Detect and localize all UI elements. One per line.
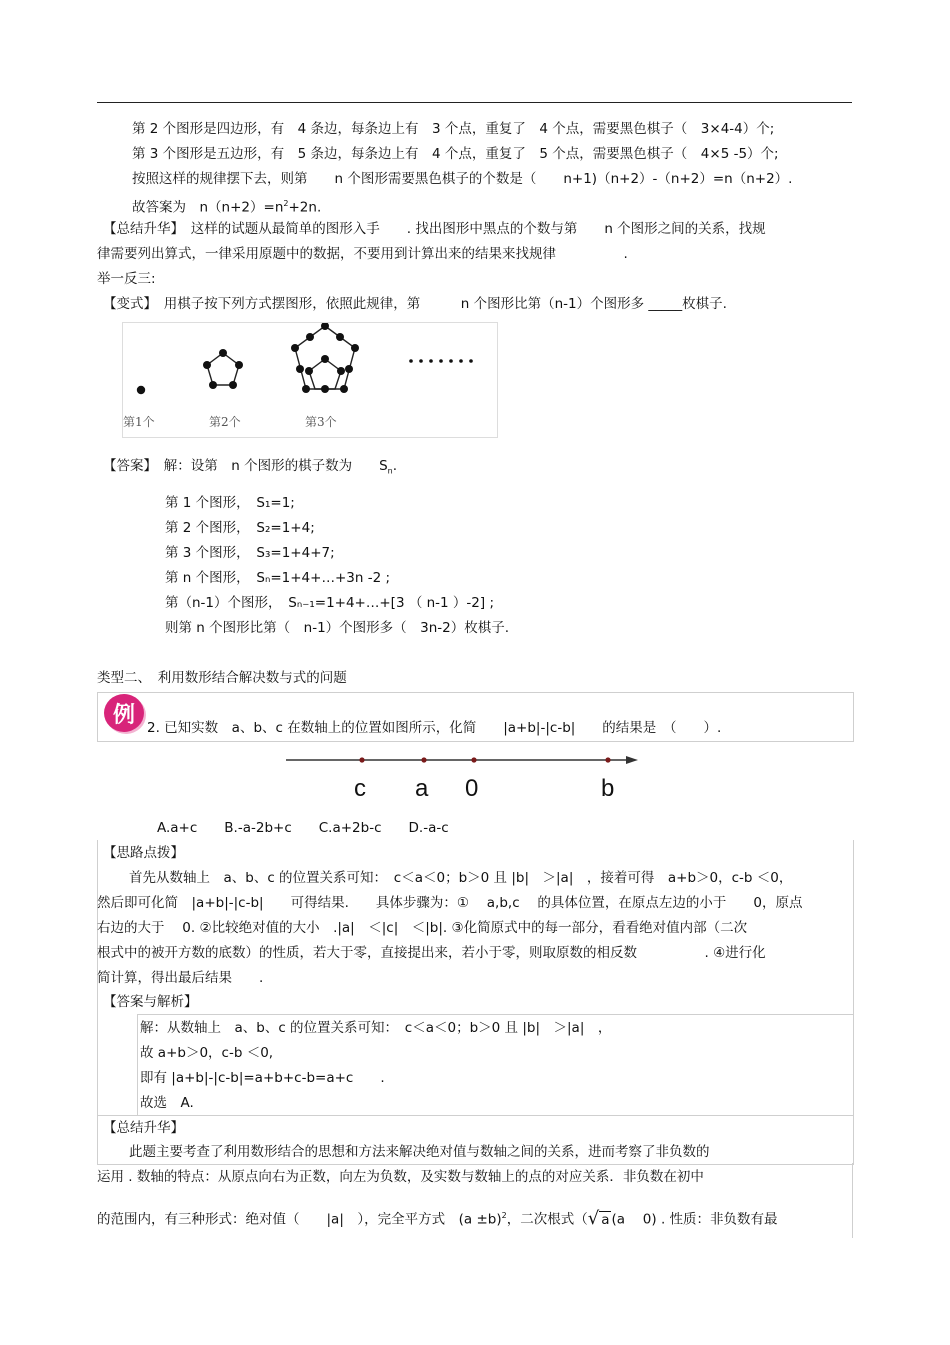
dot [137,386,145,394]
hint-line: 然后即可化简 |a+b|-|c-b| 可得结果. 具体步骤为：① a,b,c 的具体位置，在原点左边的小于 0，原点 [97,895,803,911]
radicand: a [601,1211,610,1228]
axis-label-b: b [601,775,615,802]
section-title: 类型二、 利用数形结合解决数与式的问题 [97,670,347,686]
text-line [132,194,321,218]
answer-line: 第 n 个图形， Sₙ=1+4+…+3n -2 ; [165,570,390,586]
subscript: n [387,466,393,476]
figure-caption-2: 第2个 [209,415,241,429]
text-part: 的范围内，有三种形式：绝对值（ |a| ），完全平方式 (a ±b) [97,1211,502,1228]
text-part: (a 0) . 性质：非负数有最 [611,1211,778,1228]
summary-heading: 【总结升华】 [103,1120,184,1136]
summary-line: 【总结升华】 这样的试题从最简单的图形入手 . 找出图形中黑点的个数与第 n 个图形之间的关系，找规 [103,221,766,237]
solution-line: 故 a+b＞0，c-b ＜0, [140,1045,274,1061]
radical-sign-icon: √ [587,1207,600,1229]
number-line [282,750,642,770]
hint-line: 首先从数轴上 a、b、c 的位置关系可知： c＜a＜0；b＞0 且 |b| ＞|a| ，接着可得 a+b＞0，c-b ＜0， [129,870,793,886]
solution-line: 解：从数轴上 a、b、c 的位置关系可知： c＜a＜0；b＞0 且 |b| ＞|a| ， [140,1020,612,1036]
ellipsis [409,359,473,363]
superscript: 2 [501,1211,507,1220]
axis-label-zero: 0 [465,775,479,802]
answer-line: 第 3 个图形， S₃=1+4+7; [165,545,335,561]
text-part: +2n. [288,199,322,216]
hint-heading: 【思路点拨】 [103,845,184,861]
text-line: 按照这样的规律摆下去，则第 n 个图形需要黑色棋子的个数是（ n+1)（n+2）-（n+2）=n（n+2）. [132,171,793,187]
answer-options: A.a+c B.-a-2b+c C.a+2b-c D.-a-c [157,820,449,836]
answer-line: 第 2 个图形， S₂=1+4; [165,520,315,536]
header-rule [97,102,852,103]
text-line: 第 2 个图形是四边形，有 4 条边，每条边上有 3 个点，重复了 4 个点，需要黑色棋子（ 3×4-4）个; [132,121,775,137]
summary-line [97,1206,778,1230]
axis-label-a: a [415,775,429,802]
text-part: 【答案】 解：设第 n 个图形的棋子数为 S [103,458,388,474]
summary-line: 此题主要考查了利用数形结合的思想和方法来解决绝对值与数轴之间的关系，进而考察了非负数的 [129,1144,710,1160]
variant-question: 【变式】 用棋子按下列方式摆图形，依照此规律，第 n 个图形比第（n-1）个图形多 _____枚棋子. [103,296,727,312]
pentagon-small [203,349,243,389]
text-part: . [392,458,398,474]
practice-heading: 举一反三: [97,271,156,287]
superscript: 2 [283,199,289,208]
text-part: 故答案为 n（n+2）=n [132,199,284,216]
hint-line: 简计算，得出最后结果 . [97,970,264,986]
summary-box-edge [852,1163,853,1238]
hint-line: 右边的大于 0. ②比较绝对值的大小 .|a| ＜|c| ＜|b|. ③化简原式中的每一部分，看看绝对值内部（二次 [97,920,748,936]
pentagon-large [291,323,359,393]
answer-heading [103,456,397,482]
answer-line: 第 1 个图形， S₁=1; [165,495,295,511]
hint-line: 根式中的被开方数的底数）的性质，若大于零，直接提出来，若小于零，则取原数的相反数 . ④进行化 [97,945,766,961]
answer-line: 则第 n 个图形比第（ n-1）个图形多（ 3n-2）枚棋子. [165,620,510,636]
text-line: 第 3 个图形是五边形，有 5 条边，每条边上有 4 个点，重复了 5 个点，需要黑色棋子（ 4×5 -5）个; [132,146,779,162]
figure-caption-3: 第3个 [305,415,337,429]
figure-caption-1: 第1个 [123,415,155,429]
axis-label-c: c [354,775,366,802]
example-question: 2. 已知实数 a、b、c 在数轴上的位置如图所示，化简 |a+b|-|c-b| 的结果是 （ ）. [147,720,722,736]
solution-line: 故选 A. [140,1095,194,1111]
radical [588,1209,612,1230]
solution-line: 即有 |a+b|-|c-b|=a+b+c-b=a+c . [140,1070,385,1086]
summary-line: 律需要列出算式，一律采用原题中的数据，不要用到计算出来的结果来找规律 . [97,246,628,262]
pattern-figure [122,322,498,438]
text-part: ，二次根式（ [506,1211,588,1228]
example-badge: 例 [104,694,144,732]
answer-line: 第（n-1）个图形， Sₙ₋₁=1+4+…+[3 （ n-1 ）-2] ; [165,595,494,611]
summary-line: 运用 . 数轴的特点：从原点向右为正数，向左为负数，及实数与数轴上的点的对应关系．非负数在初中 [97,1169,704,1185]
solution-heading: 【答案与解析】 [103,994,198,1010]
